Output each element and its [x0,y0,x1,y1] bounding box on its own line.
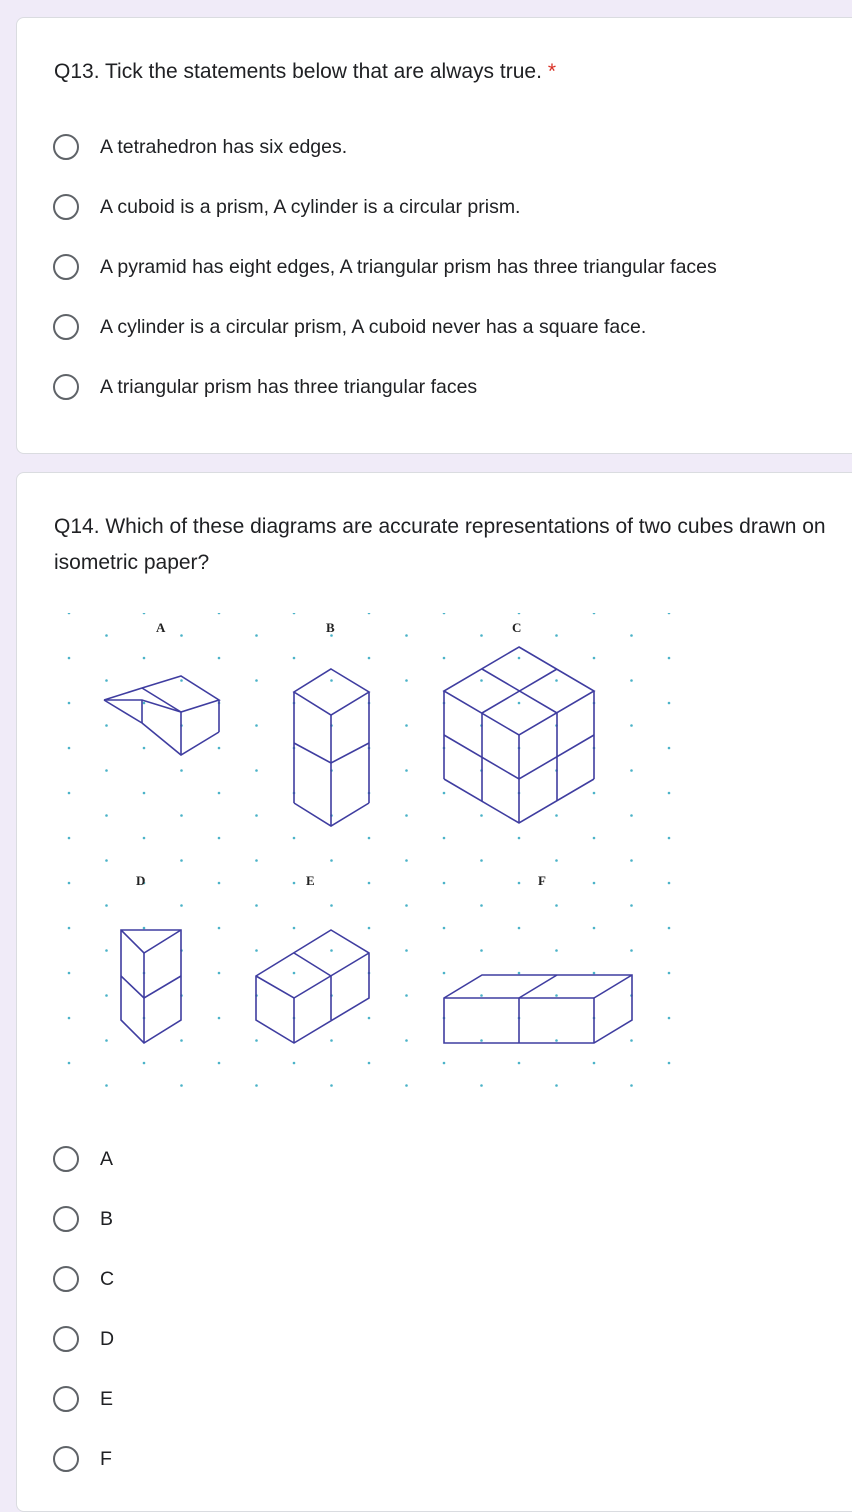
grid-dot [143,657,146,660]
option-f[interactable] [53,1439,112,1479]
question-title: Q13. Tick the statements below that are always true. * [54,60,557,83]
grid-dot [368,657,371,660]
diagram-c [444,647,594,823]
grid-dot [293,882,296,885]
grid-dot [593,657,596,660]
question-card-q13 [16,17,852,454]
grid-dot [405,814,408,817]
grid-dot [218,1062,221,1065]
grid-dot [105,724,108,727]
grid-dot [443,1062,446,1065]
option-cylinder-cuboid[interactable] [53,307,646,347]
grid-dot [368,1017,371,1020]
grid-dot [105,904,108,907]
grid-dot [405,949,408,952]
grid-dot [330,949,333,952]
grid-dot [68,613,71,614]
grid-dot [518,837,521,840]
grid-dot [293,657,296,660]
grid-dot [518,927,521,930]
grid-dot [293,927,296,930]
grid-dot [105,769,108,772]
grid-dot [480,634,483,637]
grid-dot [105,634,108,637]
option-label: A tetrahedron has six edges. [100,135,348,158]
option-cuboid-prism[interactable] [53,187,520,227]
grid-dot [443,927,446,930]
grid-dot [255,634,258,637]
grid-dot [480,994,483,997]
grid-dot [480,1039,483,1042]
option-label: A cylinder is a circular prism, A cuboid never has a square face. [100,315,647,338]
grid-dot [330,859,333,862]
grid-dot [143,747,146,750]
grid-dot [630,769,633,772]
option-b[interactable] [53,1199,113,1239]
grid-dot [405,1084,408,1087]
option-e[interactable] [53,1379,113,1419]
grid-dot [668,972,671,975]
grid-dot [105,949,108,952]
grid-dot [68,1062,71,1065]
grid-dot [518,702,521,705]
grid-dot [368,837,371,840]
grid-dot [405,859,408,862]
grid-dot [105,859,108,862]
grid-dot [368,613,371,614]
grid-dot [630,904,633,907]
grid-dot [630,634,633,637]
grid-dot [143,1062,146,1065]
grid-dot [480,949,483,952]
grid-dot [105,679,108,682]
grid-dot [68,837,71,840]
option-tetrahedron[interactable] [53,127,347,167]
grid-dot [105,994,108,997]
grid-dot [593,927,596,930]
grid-dot [405,769,408,772]
grid-dot [330,904,333,907]
grid-dot [218,1017,221,1020]
required-asterisk: * [547,60,557,83]
grid-dot [630,1039,633,1042]
grid-dot [68,747,71,750]
grid-dot [105,814,108,817]
option-c[interactable] [53,1259,114,1299]
grid-dot [293,1062,296,1065]
grid-dot [518,882,521,885]
grid-dot [630,1084,633,1087]
option-pyramid-edges[interactable] [53,247,717,287]
grid-dot [668,657,671,660]
grid-dot [255,724,258,727]
option-label: E [100,1387,114,1410]
grid-dot [255,949,258,952]
grid-dot [180,859,183,862]
grid-dot [68,882,71,885]
grid-dot [518,1062,521,1065]
diagram-a [104,676,219,755]
radio-button[interactable] [53,1386,79,1412]
grid-dot [330,679,333,682]
grid-dot [180,814,183,817]
grid-dot [668,702,671,705]
grid-dot [555,994,558,997]
isometric-diagrams-image [54,613,694,1123]
grid-dot [180,1084,183,1087]
grid-dot [405,1039,408,1042]
grid-dot [443,792,446,795]
grid-dot [630,724,633,727]
grid-dot [630,679,633,682]
grid-dot [180,769,183,772]
grid-dot [330,1084,333,1087]
grid-dot [630,859,633,862]
grid-dot [668,1062,671,1065]
radio-button[interactable] [53,374,79,400]
option-label: A pyramid has eight edges, A triangular prism has three triangular faces [100,255,717,278]
radio-button[interactable] [53,134,79,160]
diagram-label-c: C [512,620,522,635]
radio-button[interactable] [53,254,79,280]
grid-dot [555,1084,558,1087]
grid-dot [68,702,71,705]
grid-dot [68,792,71,795]
grid-dot [555,634,558,637]
diagram-b [294,669,369,826]
grid-dot [255,679,258,682]
grid-dot [630,814,633,817]
grid-dot [218,613,221,614]
grid-dot [593,837,596,840]
grid-dot [68,972,71,975]
grid-dot [218,747,221,750]
option-label: A triangular prism has three triangular faces [100,375,478,398]
grid-dot [555,859,558,862]
radio-button[interactable] [53,1326,79,1352]
grid-dot [480,814,483,817]
grid-dot [68,927,71,930]
grid-dot [105,1084,108,1087]
grid-dot [180,1039,183,1042]
grid-dot [255,1084,258,1087]
grid-dot [593,792,596,795]
radio-button[interactable] [53,1206,79,1232]
isometric-dot-grid [68,613,671,1087]
grid-dot [180,679,183,682]
grid-dot [218,657,221,660]
grid-dot [443,972,446,975]
option-label: D [100,1327,115,1350]
grid-dot [443,657,446,660]
grid-dot [68,1017,71,1020]
grid-dot [405,724,408,727]
option-label: A [100,1147,114,1170]
grid-dot [405,634,408,637]
grid-dot [405,679,408,682]
grid-dot [293,613,296,614]
option-a[interactable] [53,1139,113,1179]
grid-dot [143,927,146,930]
option-d[interactable] [53,1319,114,1359]
grid-dot [518,657,521,660]
radio-button[interactable] [53,1146,79,1172]
option-label: F [100,1447,112,1470]
grid-dot [255,769,258,772]
grid-dot [443,613,446,614]
grid-dot [443,882,446,885]
grid-dot [293,837,296,840]
grid-dot [555,949,558,952]
grid-dot [218,972,221,975]
grid-dot [255,904,258,907]
grid-dot [480,904,483,907]
diagram-f [444,975,632,1043]
grid-dot [330,1039,333,1042]
grid-dot [293,972,296,975]
radio-button[interactable] [53,194,79,220]
grid-dot [555,814,558,817]
grid-dot [143,702,146,705]
radio-button[interactable] [53,1446,79,1472]
grid-dot [255,859,258,862]
option-label: B [100,1207,114,1230]
grid-dot [668,747,671,750]
grid-dot [368,1062,371,1065]
grid-dot [405,904,408,907]
grid-dot [255,1039,258,1042]
grid-dot [143,837,146,840]
grid-dot [143,792,146,795]
grid-dot [480,679,483,682]
grid-dot [405,994,408,997]
grid-dot [68,657,71,660]
option-triangular-prism[interactable] [53,367,477,407]
grid-dot [255,814,258,817]
grid-dot [518,972,521,975]
grid-dot [180,634,183,637]
radio-button[interactable] [53,1266,79,1292]
grid-dot [218,837,221,840]
grid-dot [368,927,371,930]
grid-dot [630,949,633,952]
grid-dot [668,1017,671,1020]
grid-dot [555,679,558,682]
grid-dot [668,927,671,930]
radio-button[interactable] [53,314,79,340]
grid-dot [668,882,671,885]
diagram-label-d: D [136,873,146,888]
grid-dot [443,837,446,840]
diagram-label-f: F [538,873,546,888]
grid-dot [180,904,183,907]
grid-dot [218,792,221,795]
diagram-label-b: B [326,620,335,635]
grid-dot [593,613,596,614]
grid-dot [105,1039,108,1042]
grid-dot [218,882,221,885]
grid-dot [518,613,521,614]
option-label: A cuboid is a prism, A cylinder is a circular prism. [100,195,521,218]
grid-dot [480,1084,483,1087]
grid-dot [593,882,596,885]
grid-dot [668,613,671,614]
diagram-label-a: A [156,620,166,635]
grid-dot [143,613,146,614]
question-card-q14 [16,472,852,1512]
diagram-label-e: E [306,873,315,888]
grid-dot [593,1062,596,1065]
grid-dot [668,792,671,795]
grid-dot [555,904,558,907]
grid-dot [218,927,221,930]
grid-dot [555,1039,558,1042]
diagram-d [121,930,181,1043]
option-label: C [100,1267,115,1290]
grid-dot [668,837,671,840]
grid-dot [368,882,371,885]
question-title: Q14. Which of these diagrams are accurate representations of two cubes drawn on isometric paper? [54,515,826,574]
grid-dot [593,972,596,975]
diagram-e [256,930,369,1043]
grid-dot [480,859,483,862]
